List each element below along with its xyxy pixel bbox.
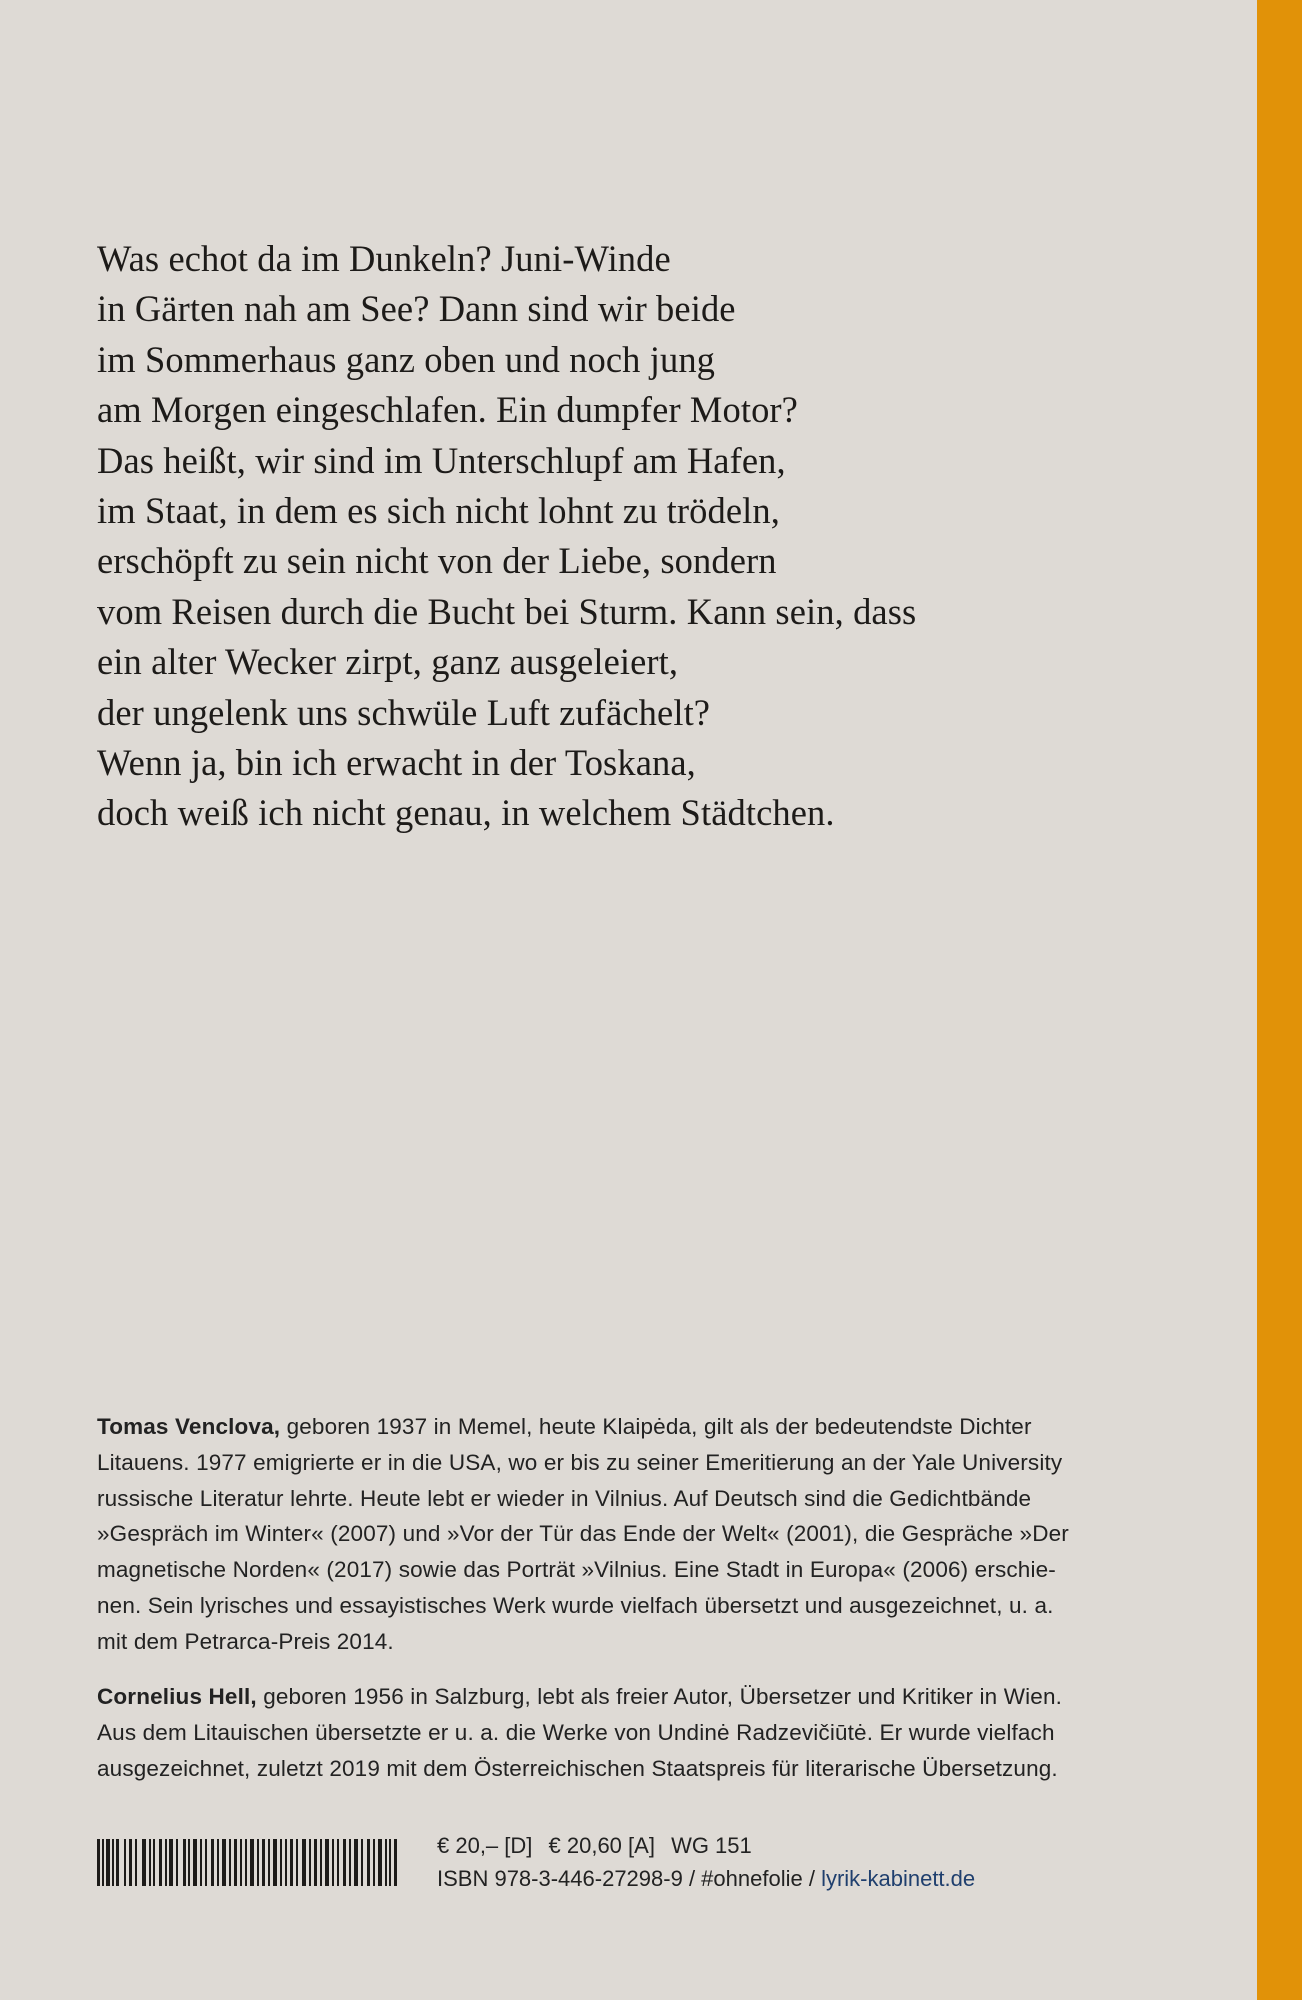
poem-line: am Morgen eingeschlafen. Ein dumpfer Motor? <box>97 389 798 431</box>
poem-line: erschöpft zu sein nicht von der Liebe, sondern <box>97 540 777 582</box>
orange-spine-bar <box>1257 0 1302 2000</box>
translator-name: Cornelius Hell, <box>97 1684 257 1709</box>
author-name: Tomas Venclova, <box>97 1414 281 1439</box>
poem-line: doch weiß ich nicht genau, in welchem Städtchen. <box>97 792 835 834</box>
isbn-line <box>437 1862 975 1895</box>
poem-line: vom Reisen durch die Bucht bei Sturm. Kann sein, dass <box>97 590 917 632</box>
poem-line: in Gärten nah am See? Dann sind wir beide <box>97 288 736 330</box>
price-line <box>437 1829 975 1862</box>
bio-line: magnetische Norden« (2017) sowie das Porträt »Vilnius. Eine Stadt in Europa« (2006) erschie- <box>97 1557 1056 1583</box>
warengruppe: WG 151 <box>671 1833 752 1858</box>
website-link[interactable]: lyrik-kabinett.de <box>821 1866 976 1891</box>
bio-line: »Gespräch im Winter« (2007) und »Vor der Tür das Ende der Welt« (2001), die Gespräche »Der <box>97 1521 1069 1547</box>
separator: / <box>802 1866 822 1891</box>
author-bio <box>97 1409 1187 1660</box>
poem-line: der ungelenk uns schwüle Luft zufächelt? <box>97 691 711 733</box>
translator-bio-intro: geboren 1956 in Salzburg, lebt als freier Autor, Übersetzer und Kritiker in Wien. <box>256 1684 1063 1709</box>
price-germany: € 20,– [D] <box>437 1833 533 1858</box>
poem-line: Was echot da im Dunkeln? Juni-Winde <box>97 238 671 279</box>
poem-line: im Staat, in dem es sich nicht lohnt zu trödeln, <box>97 490 780 532</box>
bio-line <box>97 1409 1187 1445</box>
poem-line: Wenn ja, bin ich erwacht in der Toskana, <box>97 742 696 784</box>
barcode <box>97 1839 397 1886</box>
author-bio-intro: geboren 1937 in Memel, heute Klaipėda, gilt als der bedeutendste Dichter <box>280 1414 1032 1439</box>
poem-excerpt <box>97 234 1197 839</box>
hashtag: #ohnefolie <box>701 1866 803 1891</box>
bio-line: mit dem Petrarca-Preis 2014. <box>97 1628 394 1654</box>
poem-line: im Sommerhaus ganz oben und noch jung <box>97 338 716 380</box>
bio-line <box>97 1679 1187 1715</box>
poem-line: ein alter Wecker zirpt, ganz ausgeleiert, <box>97 641 679 683</box>
pricing-info <box>437 1829 975 1895</box>
bio-line: nen. Sein lyrisches und essayistisches Werk wurde vielfach übersetzt und ausgezeichnet, u. a. <box>97 1592 1054 1618</box>
separator: / <box>682 1866 702 1891</box>
bio-line: ausgezeichnet, zuletzt 2019 mit dem Österreichischen Staatspreis für literarische Übersetzung. <box>97 1755 1058 1781</box>
bio-line: russische Literatur lehrte. Heute lebt er wieder in Vilnius. Auf Deutsch sind die Gedichtbände <box>97 1485 1032 1511</box>
price-austria: € 20,60 [A] <box>548 1833 655 1858</box>
bio-line: Litauens. 1977 emigrierte er in die USA, wo er bis zu seiner Emeritierung an der Yale University <box>97 1449 1063 1475</box>
poem-line: Das heißt, wir sind im Unterschlupf am Hafen, <box>97 439 786 481</box>
bio-line: Aus dem Litauischen übersetzte er u. a. die Werke von Undinė Radzevičiūtė. Er wurde vielfach <box>97 1719 1055 1745</box>
translator-bio <box>97 1679 1187 1786</box>
isbn: ISBN 978-3-446-27298-9 <box>437 1866 683 1891</box>
